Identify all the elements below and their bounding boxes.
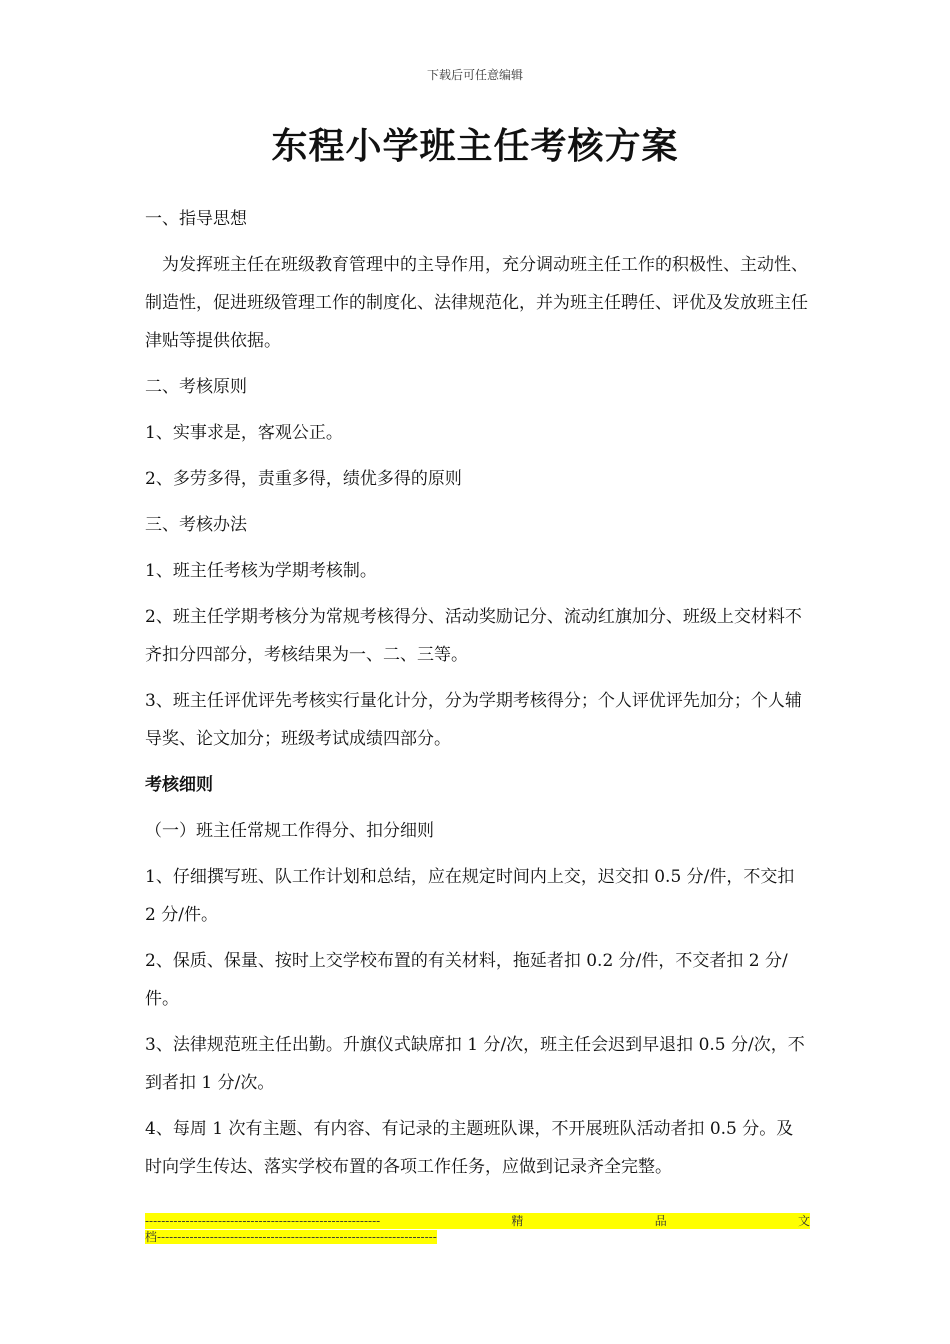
principle-item-2: 2、多劳多得，责重多得，绩优多得的原则 [145, 469, 462, 489]
detail-item-2: 2、保质、保量、按时上交学校布置的有关材料，拖延者扣 0.2 分/件，不交者扣 2 分/件。 [145, 951, 788, 1009]
details-heading: 考核细则 [145, 775, 213, 795]
document-title: 东程小学班主任考核方案 [271, 125, 679, 167]
footer-word-3: 文 [797, 1214, 810, 1228]
footer-word-2: 品 [654, 1214, 667, 1228]
footer-banner [145, 1213, 810, 1245]
section-heading-3: 三、考核办法 [145, 515, 247, 535]
section-heading-1: 一、指导思想 [145, 209, 247, 229]
footer-line-1 [145, 1213, 810, 1229]
section-heading-2: 二、考核原则 [145, 377, 247, 397]
method-item-1: 1、班主任考核为学期考核制。 [145, 561, 377, 581]
footer-word-1: 精 [511, 1214, 524, 1228]
detail-item-1: 1、仔细撰写班、队工作计划和总结，应在规定时间内上交，迟交扣 0.5 分/件，不交扣 2 分/件。 [145, 867, 795, 925]
principle-item-1: 1、实事求是，客观公正。 [145, 423, 343, 443]
footer-line-2: 档--------------------------------------------------------------------- [145, 1230, 437, 1244]
detail-item-3: 3、法律规范班主任出勤。升旗仪式缺席扣 1 分/次，班主任会迟到早退扣 0.5 分/次，不到者扣 1 分/次。 [145, 1035, 805, 1093]
paragraph-guiding-idea: 为发挥班主任在班级教育管理中的主导作用，充分调动班主任工作的积极性、主动性、制造性，促进班级管理工作的制度化、法律规范化，并为班主任聘任、评优及发放班主任津贴等提供依据。 [145, 255, 808, 351]
header-note: 下载后可任意编辑 [426, 68, 523, 82]
method-item-2: 2、班主任学期考核分为常规考核得分、活动奖励记分、流动红旗加分、班级上交材料不齐扣分四部分，考核结果为一、二、三等。 [145, 607, 802, 665]
document-body [145, 200, 810, 1194]
footer-dashes: ---------------------------------------------------------- [145, 1214, 381, 1228]
detail-item-4: 4、每周 1 次有主题、有内容、有记录的主题班队课，不开展班队活动者扣 0.5 分。及时向学生传达、落实学校布置的各项工作任务，应做到记录齐全完整。 [145, 1119, 794, 1177]
method-item-3: 3、班主任评优评先考核实行量化计分，分为学期考核得分；个人评优评先加分；个人辅导奖、论文加分；班级考试成绩四部分。 [145, 691, 802, 749]
details-subheading: （一）班主任常规工作得分、扣分细则 [145, 821, 434, 841]
